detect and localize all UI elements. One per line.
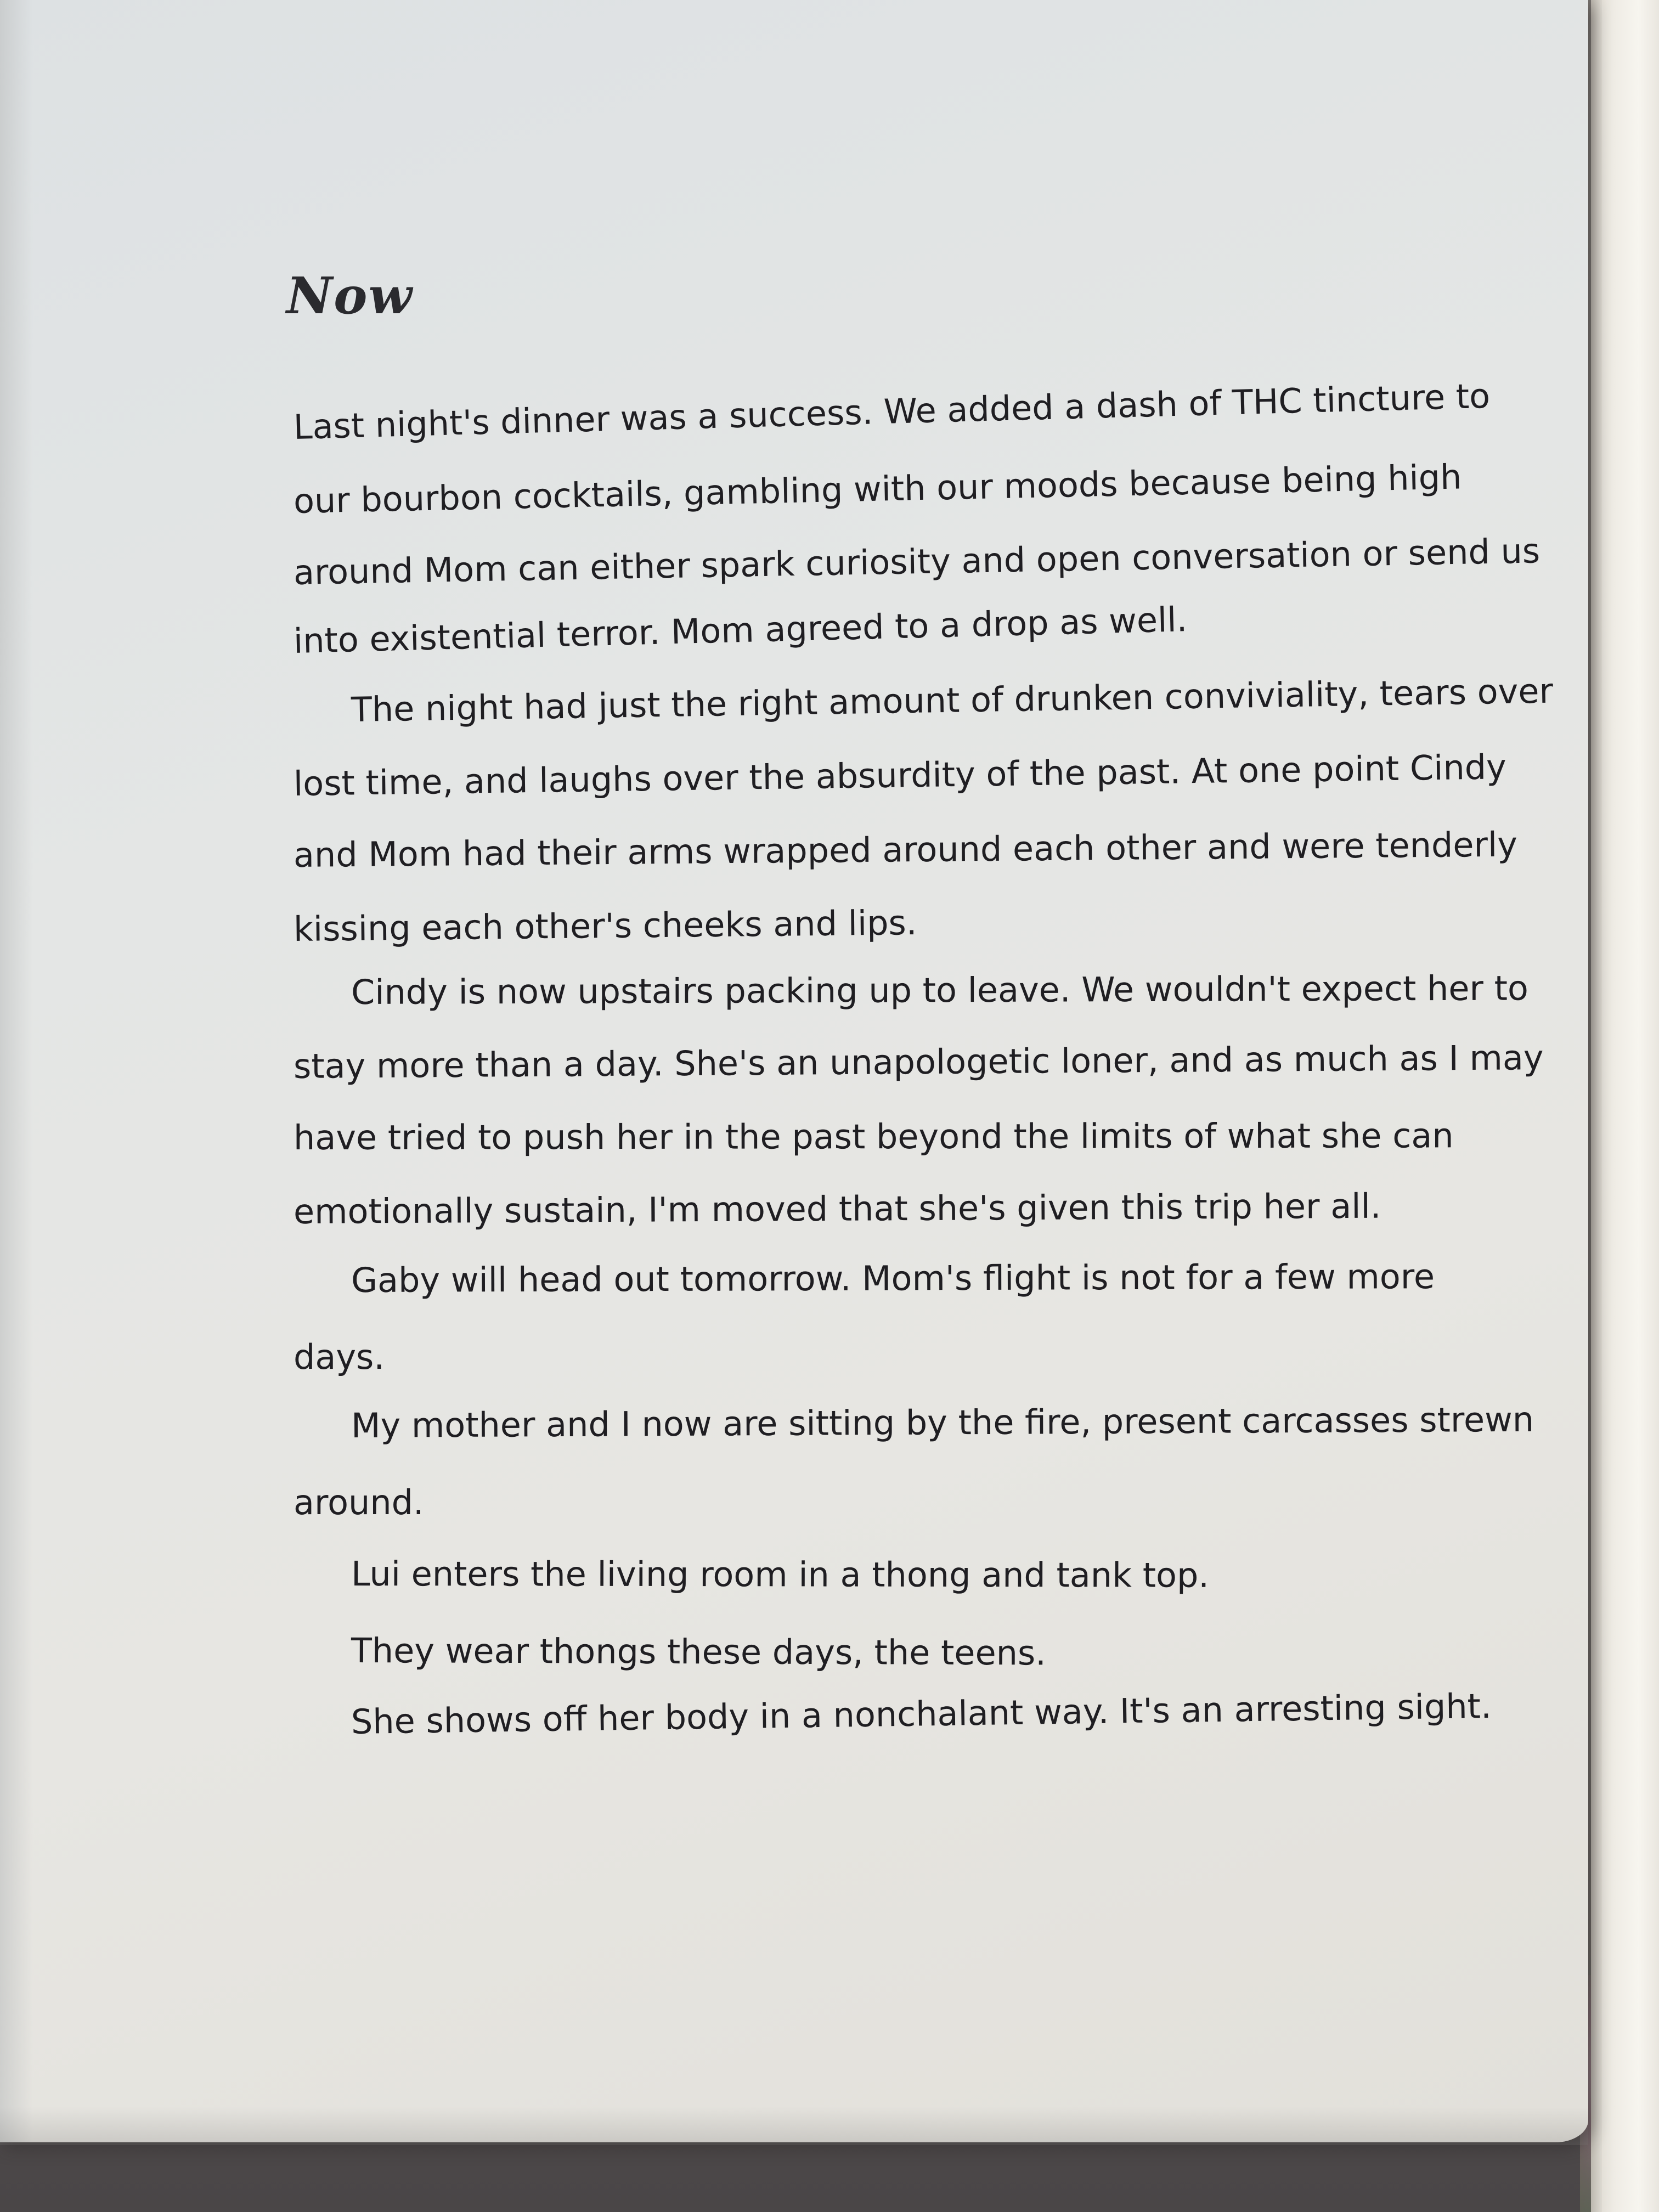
text-line: Cindy is now upstairs packing up to leave. We wouldn't expect her to xyxy=(351,968,1529,1012)
text-line: emotionally sustain, I'm moved that she's given this trip her all. xyxy=(293,1186,1381,1232)
text-line: Last night's dinner was a success. We added a dash of THC tincture to xyxy=(293,375,1491,447)
chapter-title: Now xyxy=(286,266,413,325)
text-line: The night had just the right amount of drunken conviviality, tears over xyxy=(351,670,1554,730)
text-line: around. xyxy=(294,1482,424,1522)
text-line: My mother and I now are sitting by the fire, present carcasses strewn xyxy=(351,1399,1534,1446)
text-line: Gaby will head out tomorrow. Mom's flight is not for a few more xyxy=(351,1256,1435,1300)
text-line: and Mom had their arms wrapped around each other and were tenderly xyxy=(293,824,1518,875)
text-line: Lui enters the living room in a thong and tank top. xyxy=(351,1554,1210,1595)
text-line: have tried to push her in the past beyond the limits of what she can xyxy=(293,1115,1454,1158)
text-line: kissing each other's cheeks and lips. xyxy=(293,902,917,949)
text-line: They wear thongs these days, the teens. xyxy=(351,1630,1047,1673)
text-line: stay more than a day. She's an unapologetic loner, and as much as I may xyxy=(293,1037,1544,1086)
text-line: days. xyxy=(294,1337,385,1377)
page-gutter-shade xyxy=(0,0,33,2142)
text-line: our bourbon cocktails, gambling with our moods because being high xyxy=(293,456,1463,521)
text-line: She shows off her body in a nonchalant way. It's an arresting sight. xyxy=(351,1685,1492,1742)
text-line: lost time, and laughs over the absurdity of the past. At one point Cindy xyxy=(293,747,1507,804)
text-line: around Mom can either spark curiosity and open conversation or send us xyxy=(293,531,1541,592)
text-line: into existential terror. Mom agreed to a drop as well. xyxy=(293,599,1188,661)
page-bottom-shade xyxy=(0,2107,1588,2145)
